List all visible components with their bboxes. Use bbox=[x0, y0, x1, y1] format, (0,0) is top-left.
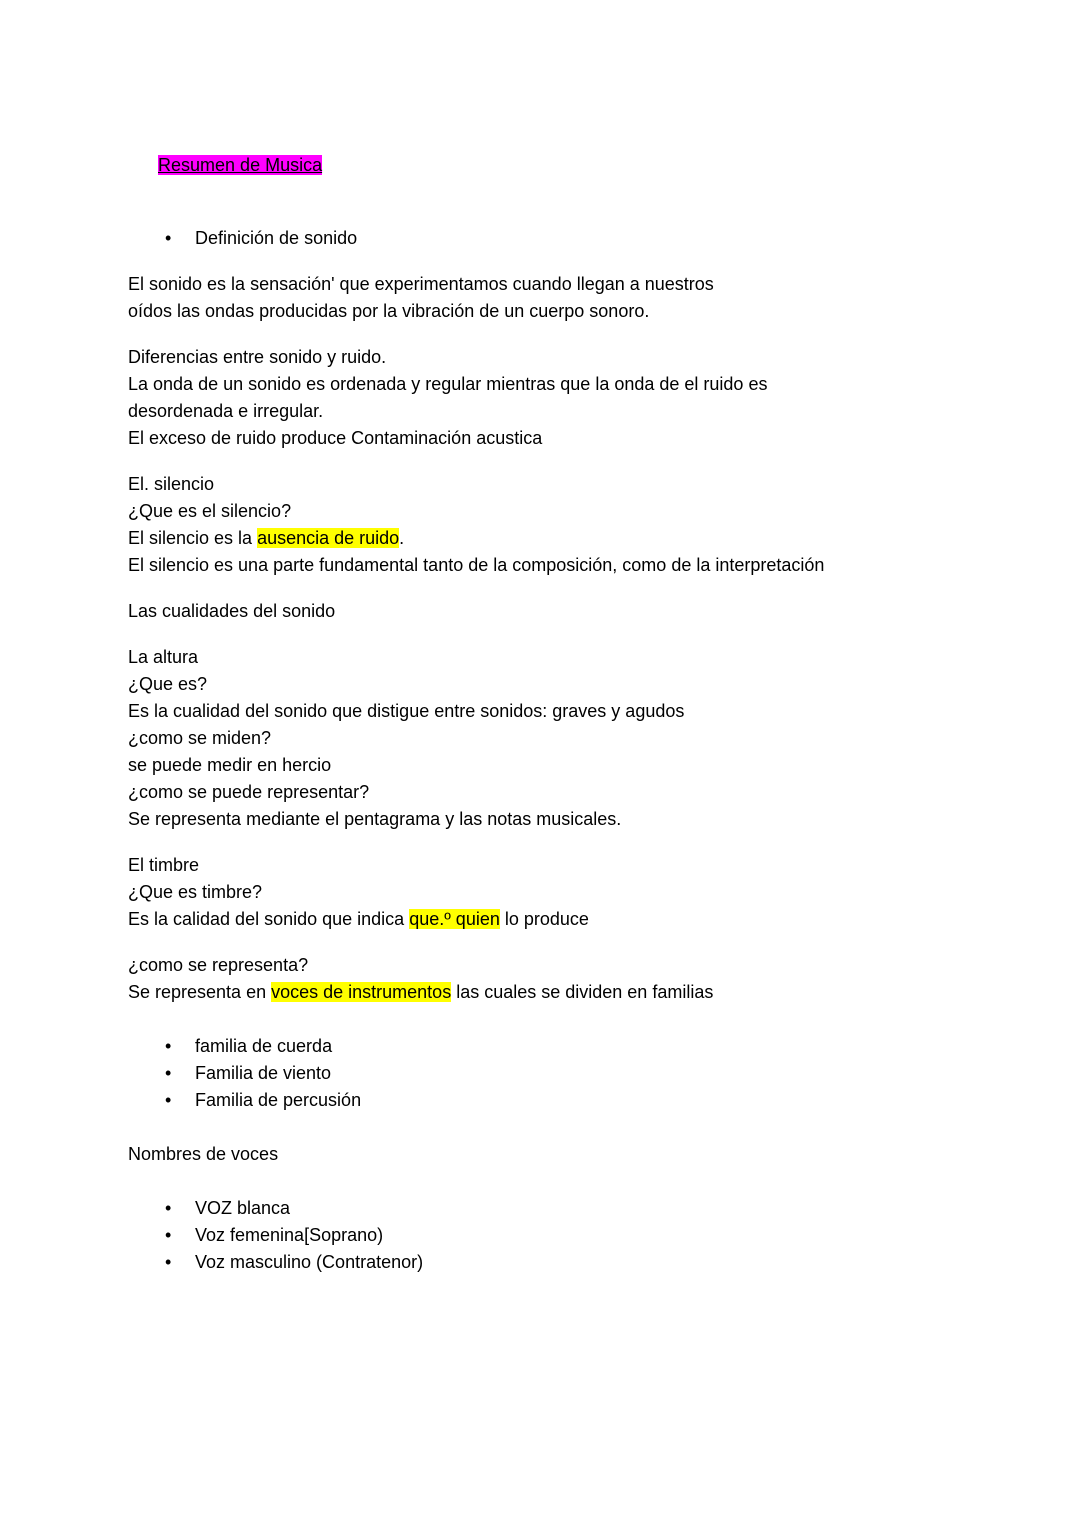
list-item bbox=[128, 225, 990, 252]
text-line: Las cualidades del sonido bbox=[128, 601, 336, 621]
text-line: El timbre bbox=[128, 855, 200, 875]
title-row bbox=[128, 125, 990, 206]
text-line: oídos las ondas producidas por la vibración de un cuerpo sonoro. bbox=[128, 301, 650, 321]
text-line: Es la cualidad del sonido que distigue entre sonidos: graves y agudos bbox=[128, 701, 685, 721]
bullet-text: Familia de viento bbox=[195, 1063, 332, 1083]
bullet-text: VOZ blanca bbox=[195, 1198, 291, 1218]
heading-cualidades bbox=[128, 598, 990, 625]
bullet-icon: • bbox=[165, 1090, 172, 1110]
document-content bbox=[128, 125, 990, 1295]
text-segment: El silencio es la bbox=[128, 528, 258, 548]
list-item bbox=[128, 1060, 990, 1087]
highlighted-text: ausencia de ruido bbox=[257, 528, 400, 548]
text-segment: lo produce bbox=[499, 909, 589, 929]
list-item bbox=[128, 1249, 990, 1276]
list-item bbox=[128, 1087, 990, 1114]
text-segment: las cuales se dividen en familias bbox=[451, 982, 714, 1002]
bullet-icon: • bbox=[165, 228, 172, 248]
text-line: El. silencio bbox=[128, 474, 215, 494]
text-line: Se representa mediante el pentagrama y las notas musicales. bbox=[128, 809, 622, 829]
list-item bbox=[128, 1222, 990, 1249]
voces-bullet-list bbox=[128, 1195, 990, 1276]
bullet-text: Voz femenina[Soprano) bbox=[195, 1225, 384, 1245]
highlighted-text: que.º quien bbox=[409, 909, 500, 929]
text-line: El sonido es la sensación' que experimentamos cuando llegan a nuestros bbox=[128, 274, 714, 294]
paragraph-representa bbox=[128, 952, 990, 1006]
text-line: ¿como se puede representar? bbox=[128, 782, 370, 802]
bullet-text: Definición de sonido bbox=[195, 228, 358, 248]
text-line: El exceso de ruido produce Contaminación acustica bbox=[128, 428, 543, 448]
text-segment: Es la calidad del sonido que indica bbox=[128, 909, 410, 929]
text-line: ¿Que es timbre? bbox=[128, 882, 263, 902]
familias-bullet-list bbox=[128, 1033, 990, 1114]
text-line: ¿Que es? bbox=[128, 674, 208, 694]
text-line bbox=[128, 525, 990, 552]
definition-bullet-list bbox=[128, 225, 990, 252]
bullet-text: familia de cuerda bbox=[195, 1036, 333, 1056]
text-line: se puede medir en hercio bbox=[128, 755, 332, 775]
list-item bbox=[128, 1033, 990, 1060]
paragraph-timbre bbox=[128, 852, 990, 933]
text-line bbox=[128, 979, 990, 1006]
text-line: La onda de un sonido es ordenada y regular mientras que la onda de el ruido es bbox=[128, 374, 768, 394]
highlighted-text: voces de instrumentos bbox=[271, 982, 452, 1002]
paragraph-diferencias bbox=[128, 344, 990, 452]
paragraph-silencio bbox=[128, 471, 990, 579]
text-line: ¿Que es el silencio? bbox=[128, 501, 292, 521]
heading-voces bbox=[128, 1141, 990, 1168]
text-line: desordenada e irregular. bbox=[128, 401, 324, 421]
document-title: Resumen de Musica bbox=[158, 155, 323, 175]
text-line bbox=[128, 906, 990, 933]
bullet-icon: • bbox=[165, 1036, 172, 1056]
text-segment: . bbox=[399, 528, 405, 548]
text-line: Nombres de voces bbox=[128, 1144, 279, 1164]
bullet-icon: • bbox=[165, 1252, 172, 1272]
list-item bbox=[128, 1195, 990, 1222]
bullet-icon: • bbox=[165, 1225, 172, 1245]
text-line: La altura bbox=[128, 647, 199, 667]
paragraph-altura bbox=[128, 644, 990, 833]
paragraph-sonido bbox=[128, 271, 990, 325]
text-line: Diferencias entre sonido y ruido. bbox=[128, 347, 387, 367]
bullet-text: Voz masculino (Contratenor) bbox=[195, 1252, 424, 1272]
bullet-text: Familia de percusión bbox=[195, 1090, 362, 1110]
bullet-icon: • bbox=[165, 1063, 172, 1083]
text-line: El silencio es una parte fundamental tanto de la composición, como de la interpretación bbox=[128, 555, 825, 575]
bullet-icon: • bbox=[165, 1198, 172, 1218]
text-segment: Se representa en bbox=[128, 982, 272, 1002]
text-line: ¿como se representa? bbox=[128, 955, 309, 975]
text-line: ¿como se miden? bbox=[128, 728, 272, 748]
